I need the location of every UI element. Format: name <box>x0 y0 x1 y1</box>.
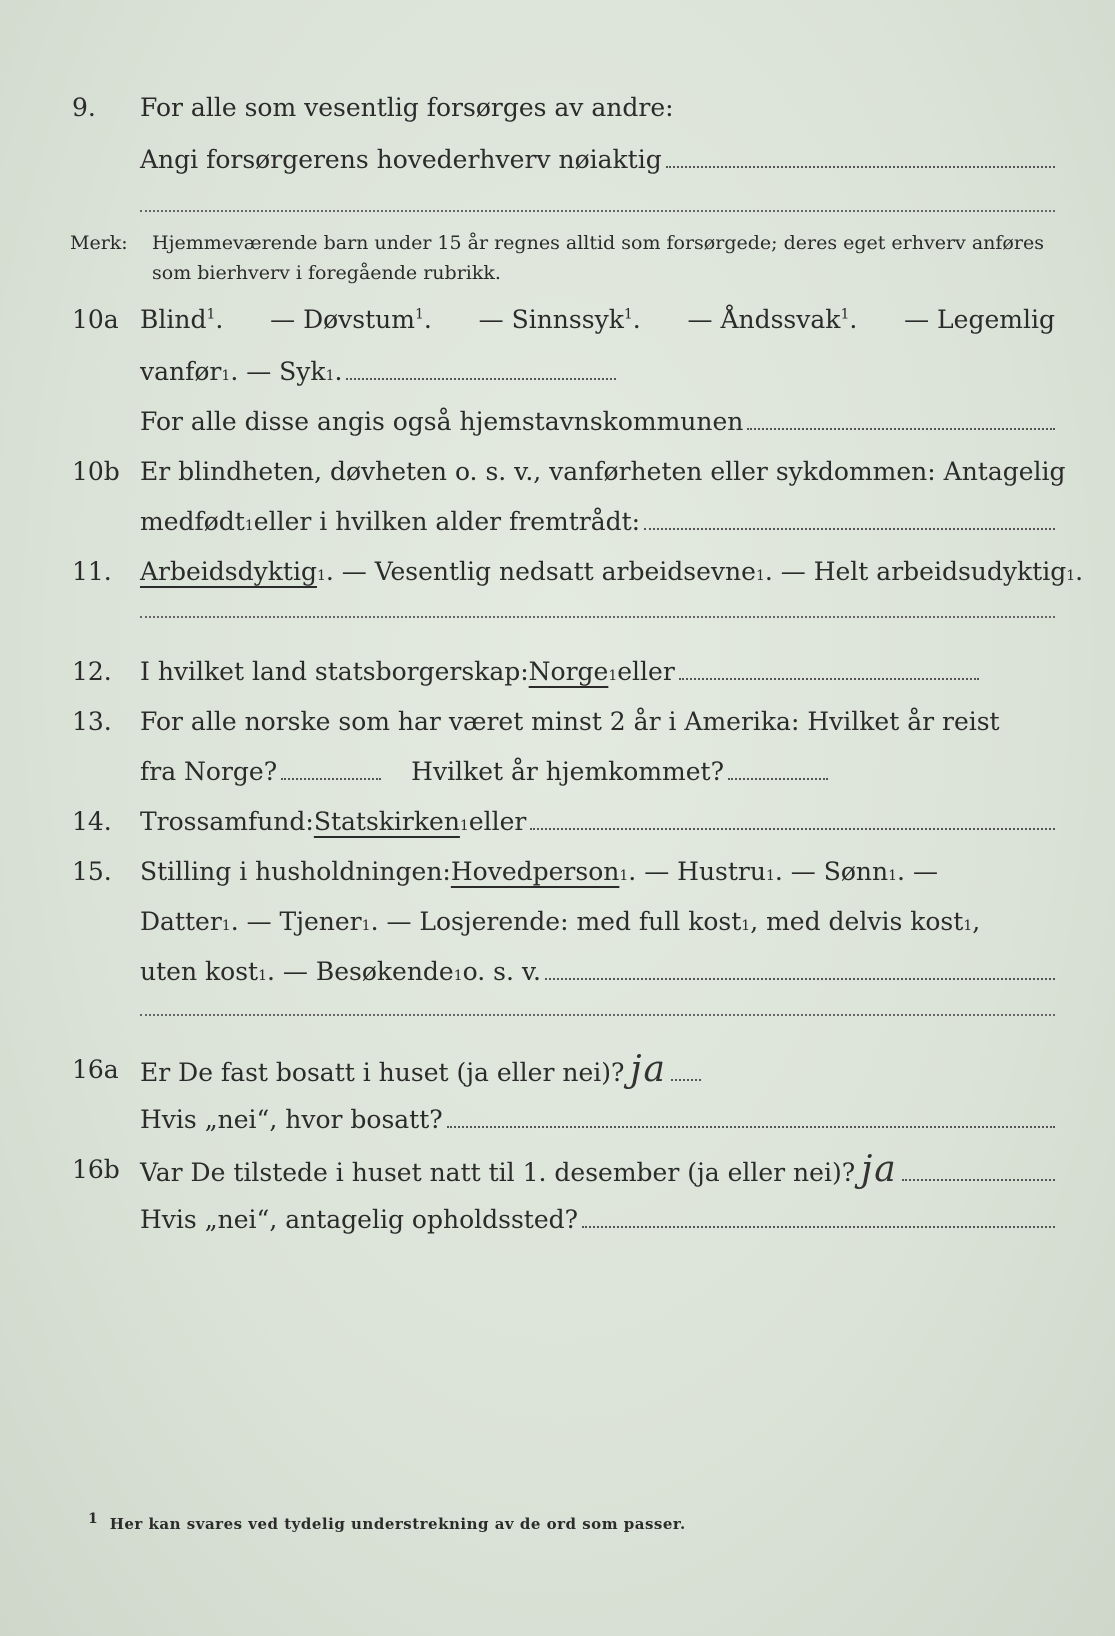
q10b-answer-line[interactable] <box>644 504 1055 530</box>
q14-prompt: Trossamfund: <box>140 807 314 836</box>
q9-answer-line[interactable] <box>666 142 1055 168</box>
footnote-text: Her kan svares ved tydelig understrekning av de ord som passer. <box>109 1515 686 1533</box>
q9-line2 <box>0 140 1115 180</box>
option-arbeidsudyktig[interactable]: . — Helt arbeidsudyktig <box>764 557 1067 586</box>
merk-label: Merk: <box>70 232 128 254</box>
q12-eller: eller <box>617 657 675 686</box>
option-statskirken[interactable]: Statskirken <box>313 807 460 836</box>
q16a-bosatt-prompt: Hvis „nei“, hvor bosatt? <box>140 1105 443 1134</box>
q10b-text: Er blindheten, døvheten o. s. v., vanførheten eller sykdommen: Antagelig <box>140 457 1066 486</box>
q13-reist-line[interactable] <box>281 754 381 780</box>
q15-answer-line[interactable] <box>545 954 1055 980</box>
q10a-line1: 10a Blind$^1$. — Døvstum$^1$. — Sinnssyk$^1$. — Åndssvak$^1$. — Legemlig <box>0 300 1115 340</box>
q11-extra-line[interactable] <box>140 616 1055 618</box>
q10b-number: 10b <box>72 457 120 486</box>
q11-line: 11. Arbeidsdyktig 1 . — Vesentlig nedsatt arbeidsevne 1 . — Helt arbeidsudyktig 1 . <box>0 552 1115 592</box>
q10b-line1 <box>0 452 1115 492</box>
q16b-handwritten-answer[interactable]: ja <box>861 1149 898 1190</box>
q14-eller: eller <box>468 807 527 836</box>
q14-line: 14. Trossamfund: Statskirken 1 eller <box>0 802 1115 842</box>
q15-line3: uten kost 1 . — Besøkende 1 o. s. v. <box>0 952 1115 992</box>
q13-reist-prompt: fra Norge? <box>140 757 278 786</box>
option-sonn[interactable]: . — Sønn <box>774 857 889 886</box>
q12-number: 12. <box>72 657 112 686</box>
q16b-prompt: Var De tilstede i huset natt til 1. desember (ja eller nei)? <box>140 1158 856 1187</box>
q16a-line2 <box>0 1100 1115 1140</box>
q12-answer-line[interactable] <box>679 654 979 680</box>
option-besokende[interactable]: . — Besøkende <box>267 957 454 986</box>
q14-answer-line[interactable] <box>530 804 1055 830</box>
q16b-line2 <box>0 1200 1115 1240</box>
q10b-prompt: eller i hvilken alder fremtrådt: <box>253 507 641 536</box>
option-blind: Blind <box>140 305 207 334</box>
q16b-answer-line[interactable] <box>902 1155 1055 1181</box>
option-datter[interactable]: Datter <box>140 907 222 936</box>
q13-number: 13. <box>72 707 112 736</box>
q15-prompt: Stilling i husholdningen: <box>140 857 451 886</box>
q10a-hjemstavn-prompt: For alle disse angis også hjemstavnskommunen <box>140 407 744 436</box>
option-hustru[interactable]: . — Hustru <box>628 857 766 886</box>
q16b-number: 16b <box>72 1155 120 1184</box>
q16a-prompt: Er De fast bosatt i huset (ja eller nei)? <box>140 1058 625 1087</box>
footnote-mark: 1 <box>88 1511 99 1527</box>
q10b-line2: medfødt 1 eller i hvilken alder fremtrådt: <box>0 502 1115 542</box>
option-dovstum: — Døvstum <box>270 305 415 334</box>
q12-prompt: I hvilket land statsborgerskap: <box>140 657 529 686</box>
q9-text: For alle som vesentlig forsørges av andre: <box>140 93 674 122</box>
q16a-handwritten-answer[interactable]: ja <box>630 1049 668 1090</box>
option-norge[interactable]: Norge <box>528 657 609 686</box>
q16a-bosatt-line[interactable] <box>447 1102 1055 1128</box>
option-syk: — Syk <box>246 357 326 386</box>
option-legemlig: — Legemlig <box>904 305 1055 334</box>
q10a-line3 <box>0 402 1115 442</box>
option-vanfor: vanfør <box>140 357 222 386</box>
q9-prompt: Angi forsørgerens hovederhverv nøiaktig <box>140 145 662 174</box>
q16a-answer-line[interactable] <box>671 1055 701 1081</box>
option-full-kost[interactable]: . — Losjerende: med full kost <box>370 907 742 936</box>
option-medfodt: medfødt <box>140 507 245 536</box>
q12-line: 12. I hvilket land statsborgerskap: Norge 1 eller <box>0 652 1115 692</box>
q10a-hjemstavn-line[interactable] <box>747 404 1055 430</box>
q16b-opholdssted-line[interactable] <box>582 1202 1055 1228</box>
q13-hjemkommet-prompt: Hvilket år hjemkommet? <box>411 757 725 786</box>
q15-number: 15. <box>72 857 112 886</box>
q15-line1: 15. Stilling i husholdningen: Hovedperson 1 . — Hustru 1 . — Sønn 1 . — <box>0 852 1115 892</box>
q16b-line1 <box>0 1150 1115 1190</box>
q10a-number: 10a <box>72 305 119 334</box>
q13-line2 <box>0 752 1115 792</box>
q15-osv: o. s. v. <box>462 957 541 986</box>
q13-hjemkommet-line[interactable] <box>728 754 828 780</box>
q16a-line1 <box>0 1050 1115 1090</box>
q11-number: 11. <box>72 557 112 586</box>
q15-line2: Datter 1 . — Tjener 1 . — Losjerende: med full kost 1 , med delvis kost 1 , <box>0 902 1115 942</box>
option-tjener[interactable]: . — Tjener <box>230 907 362 936</box>
q10a-line2: vanfør 1 . — Syk 1 . <box>0 352 1115 392</box>
q16b-opholdssted-prompt: Hvis „nei“, antagelig opholdssted? <box>140 1205 579 1234</box>
option-nedsatt[interactable]: . — Vesentlig nedsatt arbeidsevne <box>325 557 756 586</box>
q9-line1 <box>0 88 1115 128</box>
q10a-answer-line[interactable] <box>346 354 616 380</box>
q16a-number: 16a <box>72 1055 119 1084</box>
q13-line1 <box>0 702 1115 742</box>
q9-number: 9. <box>72 93 96 122</box>
q14-number: 14. <box>72 807 112 836</box>
merk-text: Hjemmeværende barn under 15 år regnes alltid som forsørgede; deres eget erhverv anføres som bierhverv i foregående rubrikk. <box>152 232 1044 284</box>
option-hovedperson[interactable]: Hovedperson <box>450 857 620 886</box>
option-arbeidsdyktig[interactable]: Arbeidsdyktig <box>140 557 317 586</box>
q15-extra-line[interactable] <box>140 1014 1055 1016</box>
option-sinnssyk: — Sinnssyk <box>478 305 624 334</box>
option-delvis-kost[interactable]: , med delvis kost <box>750 907 964 936</box>
q13-text: For alle norske som har været minst 2 år i Amerika: Hvilket år reist <box>140 707 1000 736</box>
q9-extra-line[interactable] <box>140 210 1055 212</box>
footnote <box>88 1511 686 1533</box>
option-uten-kost[interactable]: uten kost <box>140 957 259 986</box>
option-andssvak: — Åndssvak <box>687 305 841 334</box>
